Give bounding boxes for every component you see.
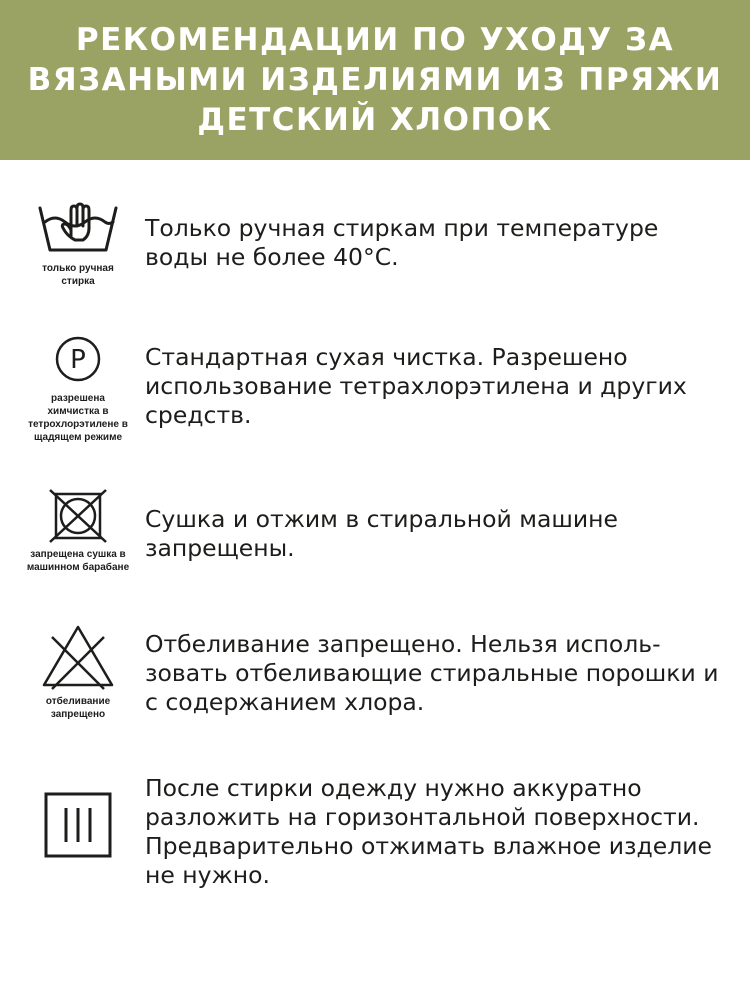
dry-flat-icon bbox=[40, 790, 116, 860]
care-icon-caption: разрешена химчистка в тетрохлорэтилене в щадящем режиме bbox=[28, 393, 128, 443]
care-description: Отбеливание запрещено. Нельзя исполь-зовать отбеливающие стиральные порошки и с содержанием хлора. bbox=[145, 630, 719, 716]
care-icon-caption: только ручная стирка bbox=[42, 263, 114, 287]
care-icon-box bbox=[22, 334, 134, 444]
care-description: Сушка и отжим в стиральной машине запрещены. bbox=[145, 505, 618, 562]
no-bleach-icon bbox=[38, 621, 118, 691]
dry-clean-letter: P bbox=[70, 345, 86, 375]
care-icon-box bbox=[22, 488, 134, 574]
care-icon-caption: отбеливание запрещено bbox=[45, 696, 111, 720]
title-banner bbox=[0, 0, 750, 160]
page-title: РЕКОМЕНДАЦИИ ПО УХОДУ ЗА ВЯЗАНЫМИ ИЗДЕЛИЯМИ ИЗ ПРЯЖИ ДЕТСКИЙ ХЛОПОК bbox=[27, 22, 723, 138]
care-description: После стирки одежду нужно аккуратно разложить на горизонтальной поверхности. Предварительно отжимать влажное изделие не нужно. bbox=[145, 774, 712, 889]
care-description: Только ручная стиркам при температуре воды не более 40°С. bbox=[145, 214, 659, 271]
care-icon-caption: запрещена сушка в машинном барабане bbox=[26, 549, 130, 573]
care-description: Стандартная сухая чистка. Разрешено использование тетрахлорэтилена и других средств. bbox=[145, 343, 687, 429]
no-tumble-dry-icon bbox=[46, 488, 110, 544]
care-icon-box bbox=[22, 790, 134, 860]
hand-wash-icon bbox=[37, 200, 119, 256]
care-icon-box bbox=[22, 621, 134, 721]
care-icon-box bbox=[22, 200, 134, 288]
dry-clean-p-icon bbox=[53, 334, 103, 384]
